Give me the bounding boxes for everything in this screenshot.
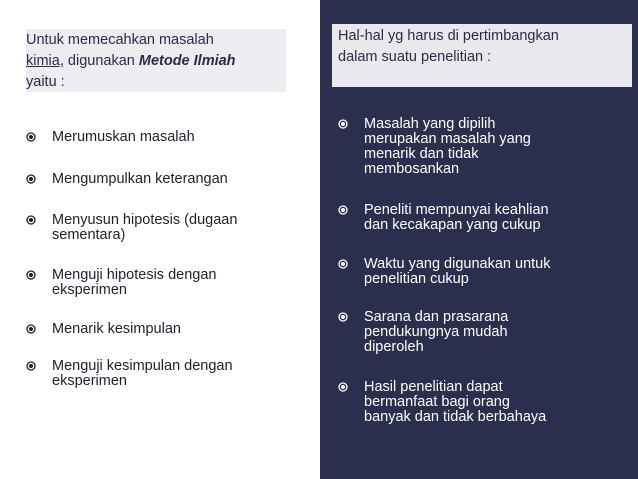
circled-dot-icon <box>26 270 36 280</box>
circled-dot-icon <box>26 132 36 142</box>
right-bullet-line: Peneliti mempunyai keahlian <box>364 202 549 218</box>
right-bullet-line: merupakan masalah yang <box>364 131 531 147</box>
left-bullet-text <box>52 130 195 145</box>
circled-dot-icon <box>338 259 348 269</box>
circled-dot-icon <box>26 215 36 225</box>
right-bullet-line: diperoleh <box>364 339 424 355</box>
left-bullet-line: eksperimen <box>52 373 127 389</box>
right-bullet-text <box>364 117 531 177</box>
left-bullet-text <box>52 213 237 243</box>
left-heading-method: Metode Ilmiah <box>138 53 236 69</box>
left-heading-line1: Untuk memecahkan masalah <box>26 32 214 48</box>
right-bullet-line: dan kecakapan yang cukup <box>364 217 541 233</box>
circled-dot-icon <box>338 382 348 392</box>
right-bullet-text <box>364 257 550 287</box>
left-bullet-line: Menarik kesimpulan <box>52 321 181 337</box>
right-bullet-line: membosankan <box>364 161 460 177</box>
left-bullet-line: Merumuskan masalah <box>52 129 195 145</box>
right-bullet-line: bermanfaat bagi orang <box>364 394 510 410</box>
right-heading-line2: dalam suatu penelitian : <box>338 49 492 65</box>
left-bullet-text <box>52 322 181 337</box>
right-bullet-line: pendukungnya mudah <box>364 324 508 340</box>
right-bullet-text <box>364 380 546 425</box>
left-bullet-line: Menguji kesimpulan dengan <box>52 358 233 374</box>
circled-dot-icon <box>26 324 36 334</box>
right-heading-box <box>332 24 632 87</box>
right-bullet-text <box>364 310 508 355</box>
left-bullet-line: Menyusun hipotesis (dugaan <box>52 212 238 228</box>
left-bullet-text <box>52 172 228 187</box>
left-bullet-line: Mengumpulkan keterangan <box>52 171 228 187</box>
left-heading-mid: digunakan <box>63 53 139 69</box>
circled-dot-icon <box>338 119 348 129</box>
left-bullet-text <box>52 359 233 389</box>
right-heading <box>338 26 559 68</box>
left-heading-box <box>26 29 286 92</box>
circled-dot-icon <box>26 174 36 184</box>
right-bullet-text <box>364 203 549 233</box>
right-bullet-line: Hasil penelitian dapat <box>364 379 503 395</box>
circled-dot-icon <box>26 361 36 371</box>
left-heading-line2 <box>26 51 236 72</box>
left-bullet-text <box>52 268 216 298</box>
right-bullet-line: Sarana dan prasarana <box>364 309 509 325</box>
right-bullet-line: Masalah yang dipilih <box>364 116 496 132</box>
right-bullet-line: banyak dan tidak berbahaya <box>364 409 547 425</box>
left-heading <box>26 30 236 93</box>
right-bullet-line: Waktu yang digunakan untuk <box>364 256 551 272</box>
right-heading-line1: Hal-hal yg harus di pertimbangkan <box>338 28 559 44</box>
left-bullet-line: eksperimen <box>52 282 127 298</box>
right-bullet-line: menarik dan tidak <box>364 146 479 162</box>
left-heading-line3: yaitu : <box>26 74 65 90</box>
circled-dot-icon <box>338 205 348 215</box>
right-bullet-line: penelitian cukup <box>364 271 469 287</box>
circled-dot-icon <box>338 312 348 322</box>
left-bullet-line: Menguji hipotesis dengan <box>52 267 217 283</box>
left-heading-underlined: kimia, <box>26 53 64 69</box>
left-bullet-line: sementara) <box>52 227 126 243</box>
